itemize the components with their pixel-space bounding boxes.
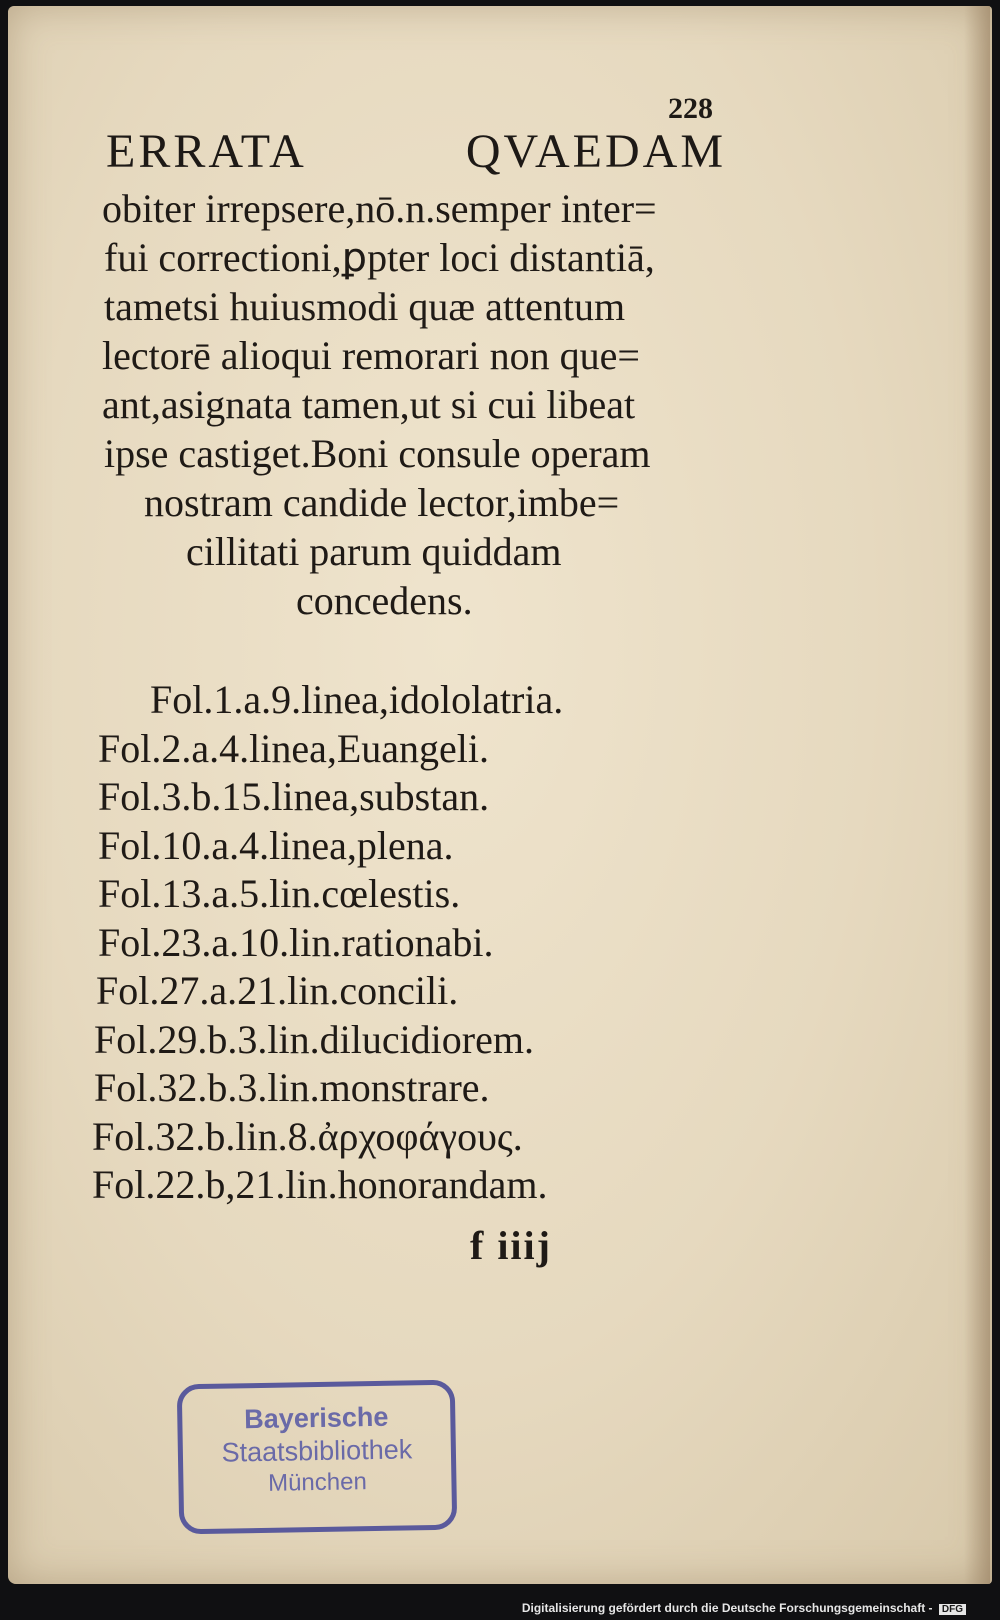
signature-mark: f iiij <box>470 1223 552 1268</box>
errata-heading <box>106 124 726 179</box>
errata-entry: Fol.32.b.lin.8.ἀρχοφάγους. <box>92 1113 523 1159</box>
stamp-line: München <box>267 1468 368 1497</box>
intro-paragraph <box>98 184 738 625</box>
library-stamp <box>177 1380 458 1535</box>
dfg-logo: DFG <box>939 1604 966 1615</box>
errata-list <box>92 676 563 1210</box>
errata-entry: Fol.27.a.21.lin.concili. <box>96 968 459 1013</box>
paragraph-line: fui correctioni,ꝑpter loci distantiā, <box>104 235 655 280</box>
errata-entry: Fol.3.b.15.linea,substan. <box>98 774 490 819</box>
stamp-line: Bayerische <box>244 1401 389 1435</box>
paragraph-line: ipse castiget.Boni consule operam <box>104 431 651 476</box>
paragraph-line: cillitati parum quiddam <box>186 529 562 574</box>
errata-entry: Fol.23.a.10.lin.rationabi. <box>98 919 494 965</box>
paragraph-line: concedens. <box>296 578 473 623</box>
errata-entry: Fol.1.a.9.linea,idololatria. <box>150 677 564 722</box>
heading-word-errata: ERRATA <box>106 125 307 178</box>
paragraph-line: ant,asignata tamen,ut si cui libeat <box>102 382 636 427</box>
errata-entry: Fol.32.b.3.lin.monstrare. <box>94 1065 490 1110</box>
paragraph-line: obiter irrepsere,nō.n.semper inter= <box>102 186 657 231</box>
errata-entry: Fol.13.a.5.lin.cœlestis. <box>98 871 461 916</box>
page-number: 228 <box>668 92 713 125</box>
paragraph-line: tametsi huiusmodi quæ attentum <box>104 284 626 329</box>
errata-entry: Fol.29.b.3.lin.dilucidiorem. <box>94 1016 534 1062</box>
credit-text: Digitalisierung gefördert durch die Deutsche Forschungsgemeinschaft - <box>521 1601 933 1615</box>
page-edge-shadow <box>964 6 990 1584</box>
heading-word-quaedam: QVAEDAM <box>465 125 726 178</box>
paragraph-line: lectorē alioqui remorari non que= <box>102 333 640 378</box>
errata-entry: Fol.10.a.4.linea,plena. <box>98 822 454 868</box>
errata-entry: Fol.22.b,21.lin.honorandam. <box>92 1162 548 1207</box>
digitization-credit <box>522 1601 966 1615</box>
paragraph-line: nostram candide lector,imbe= <box>144 480 620 525</box>
stamp-line: Staatsbibliothek <box>221 1434 413 1468</box>
errata-entry: Fol.2.a.4.linea,Euangeli. <box>98 725 490 771</box>
